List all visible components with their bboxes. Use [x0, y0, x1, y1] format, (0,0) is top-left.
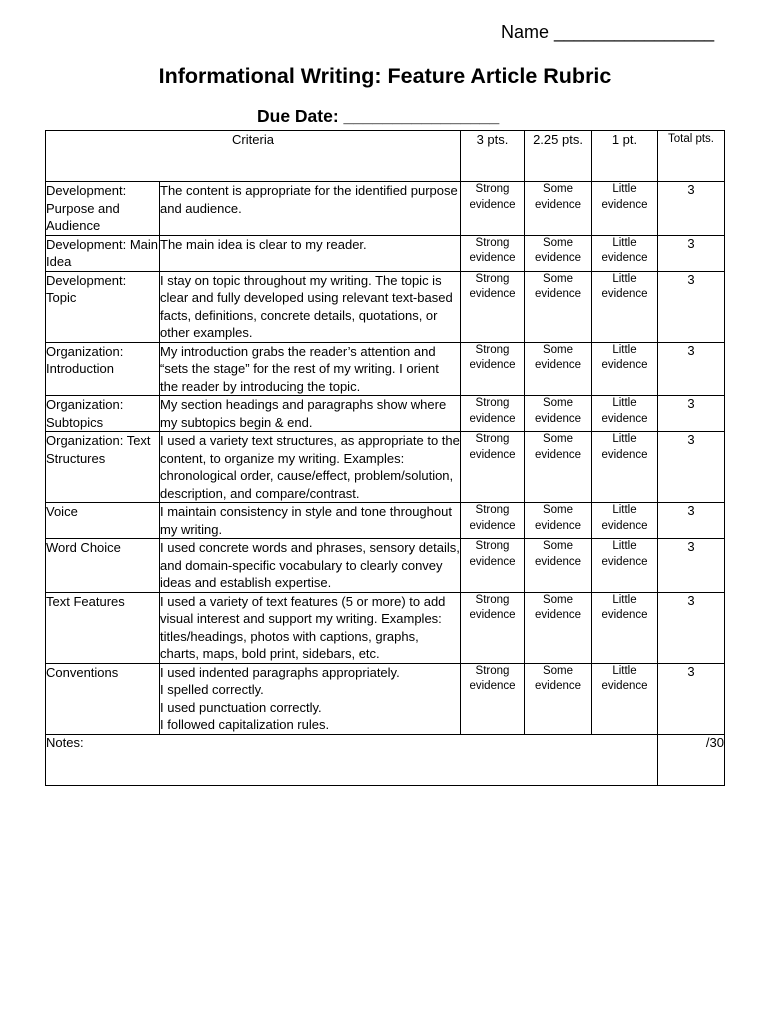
notes-row — [46, 734, 725, 785]
table-row — [46, 235, 725, 271]
table-row — [46, 503, 725, 539]
strong-evidence-cell: Strong evidence — [461, 539, 525, 593]
criterion-description: I stay on topic throughout my writing. The topic is clear and fully developed using relevant text-based facts, definitions, concrete details, quotations, or other examples. — [160, 271, 461, 342]
criterion-label: Development: Purpose and Audience — [46, 182, 160, 236]
one-point-header: 1 pt. — [592, 131, 658, 182]
criterion-label: Organization: Subtopics — [46, 396, 160, 432]
strong-evidence-cell: Strong evidence — [461, 182, 525, 236]
total-points-cell: 3 — [658, 539, 725, 593]
some-evidence-cell: Some evidence — [525, 432, 592, 503]
criterion-description: I used indented paragraphs appropriately. I spelled correctly. I used punctuation correctly. I followed capitalization rules. — [160, 663, 461, 734]
table-row — [46, 539, 725, 593]
strong-evidence-cell: Strong evidence — [461, 396, 525, 432]
criterion-description: My section headings and paragraphs show where my subtopics begin & end. — [160, 396, 461, 432]
little-evidence-cell: Little evidence — [592, 432, 658, 503]
table-row — [46, 592, 725, 663]
little-evidence-cell: Little evidence — [592, 539, 658, 593]
strong-evidence-cell: Strong evidence — [461, 342, 525, 396]
criterion-description: The content is appropriate for the identified purpose and audience. — [160, 182, 461, 236]
total-points-cell: 3 — [658, 396, 725, 432]
rubric-body — [46, 182, 725, 735]
table-row — [46, 663, 725, 734]
header-row — [46, 131, 725, 182]
total-points-cell: 3 — [658, 592, 725, 663]
table-row — [46, 432, 725, 503]
criteria-header: Criteria — [46, 131, 461, 182]
some-evidence-cell: Some evidence — [525, 235, 592, 271]
criterion-description: My introduction grabs the reader’s attention and “sets the stage” for the rest of my writing. I orient the reader by introducing the topic. — [160, 342, 461, 396]
score-total: /30 — [658, 734, 725, 785]
little-evidence-cell: Little evidence — [592, 592, 658, 663]
little-evidence-cell: Little evidence — [592, 235, 658, 271]
table-row — [46, 271, 725, 342]
criterion-label: Text Features — [46, 592, 160, 663]
some-evidence-cell: Some evidence — [525, 182, 592, 236]
strong-evidence-cell: Strong evidence — [461, 432, 525, 503]
some-evidence-cell: Some evidence — [525, 539, 592, 593]
criterion-label: Organization: Text Structures — [46, 432, 160, 503]
total-points-cell: 3 — [658, 182, 725, 236]
criterion-label: Organization: Introduction — [46, 342, 160, 396]
criterion-description: I used a variety of text features (5 or more) to add visual interest and support my writing. Examples: titles/headings, photos with captions, graphs, charts, maps, bold print, sidebars, etc. — [160, 592, 461, 663]
criterion-description: I used concrete words and phrases, sensory details, and domain-specific vocabulary to clearly convey ideas and establish expertise. — [160, 540, 460, 590]
some-evidence-cell: Some evidence — [525, 592, 592, 663]
total-points-cell: 3 — [658, 342, 725, 396]
little-evidence-cell: Little evidence — [592, 663, 658, 734]
strong-evidence-cell: Strong evidence — [461, 271, 525, 342]
name-field[interactable]: Name ________________ — [501, 22, 715, 42]
strong-evidence-cell: Strong evidence — [461, 235, 525, 271]
total-points-cell: 3 — [658, 503, 725, 539]
strong-evidence-cell: Strong evidence — [461, 663, 525, 734]
little-evidence-cell: Little evidence — [592, 342, 658, 396]
criterion-label: Voice — [46, 503, 160, 539]
criterion-description: I used a variety text structures, as appropriate to the content, to organize my writing. Examples: chronological order, cause/effect, problem/solution, description, and compare/contrast. — [160, 433, 460, 501]
little-evidence-cell: Little evidence — [592, 396, 658, 432]
table-row — [46, 342, 725, 396]
some-evidence-cell: Some evidence — [525, 503, 592, 539]
strong-evidence-cell: Strong evidence — [461, 592, 525, 663]
table-row — [46, 182, 725, 236]
criterion-description: I maintain consistency in style and tone throughout my writing. — [160, 503, 461, 539]
some-evidence-cell: Some evidence — [525, 342, 592, 396]
page-title: Informational Writing: Feature Article Rubric — [158, 64, 612, 88]
little-evidence-cell: Little evidence — [592, 182, 658, 236]
total-points-header: Total pts. — [658, 131, 725, 182]
two-25-points-header: 2.25 pts. — [525, 131, 592, 182]
total-points-cell: 3 — [658, 663, 725, 734]
total-points-cell: 3 — [658, 432, 725, 503]
criterion-label: Conventions — [46, 663, 160, 734]
strong-evidence-cell: Strong evidence — [461, 503, 525, 539]
total-points-cell: 3 — [658, 235, 725, 271]
notes-label: Notes: — [46, 734, 658, 785]
three-points-header: 3 pts. — [461, 131, 525, 182]
due-date-field[interactable]: Due Date: ________________ — [257, 106, 500, 126]
criterion-description: The main idea is clear to my reader. — [160, 235, 461, 271]
little-evidence-cell: Little evidence — [592, 503, 658, 539]
criterion-label: Word Choice — [46, 539, 160, 593]
rubric-table — [45, 130, 725, 786]
criterion-label: Development: Topic — [46, 271, 160, 342]
some-evidence-cell: Some evidence — [525, 396, 592, 432]
table-row — [46, 396, 725, 432]
little-evidence-cell: Little evidence — [592, 271, 658, 342]
some-evidence-cell: Some evidence — [525, 663, 592, 734]
total-points-cell: 3 — [658, 271, 725, 342]
criterion-label: Development: Main Idea — [46, 236, 158, 269]
some-evidence-cell: Some evidence — [525, 271, 592, 342]
